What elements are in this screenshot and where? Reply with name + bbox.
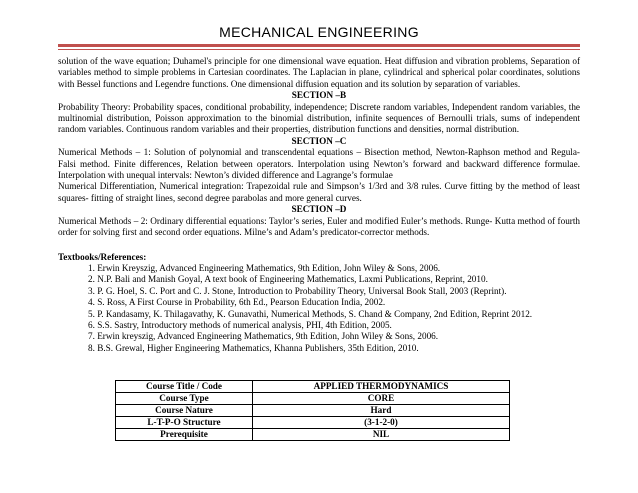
- course-nature-value: Hard: [253, 405, 510, 417]
- table-row: [116, 405, 510, 417]
- reference-item: 3. P. G. Hoel, S. C. Port and C. J. Stone, Introduction to Probability Theory, Universal Book Stall, 2003 (Reprint).: [88, 285, 507, 296]
- prerequisite-label: Prerequisite: [116, 429, 253, 441]
- references-list: [58, 263, 580, 354]
- reference-item: 8. B.S. Grewal, Higher Engineering Mathematics, Khanna Publishers, 35th Edition, 2010.: [88, 342, 419, 353]
- reference-item: 2. N.P. Bali and Manish Goyal, A text book of Engineering Mathematics, Laxmi Publications, Reprint, 2010.: [88, 274, 488, 285]
- section-d-paragraph: Numerical Methods – 2: Ordinary differential equations: Taylor’s series, Euler and modified Euler’s methods. Runge- Kutta method of fourth order for solving first and second order equations. Milne’s and Adam’s predicator-corrector methods.: [58, 215, 580, 238]
- ltpo-structure-label: L-T-P-O Structure: [116, 417, 253, 429]
- reference-item: 1. Erwin Kreyszig, Advanced Engineering Mathematics, 9th Edition, John Wiley & Sons, 2006.: [88, 262, 441, 273]
- course-title-label: Course Title / Code: [116, 381, 253, 393]
- course-nature-label: Course Nature: [116, 405, 253, 417]
- section-d-heading: SECTION –D: [291, 204, 347, 215]
- table-row: [116, 393, 510, 405]
- reference-item: 5. P. Kandasamy, K. Thilagavathy, K. Gunavathi, Numerical Methods, S. Chand & Company, 2nd Edition, Reprint 2012.: [88, 308, 533, 319]
- section-b-heading: SECTION –B: [291, 90, 347, 101]
- prerequisite-value: NIL: [253, 429, 510, 441]
- reference-item: 4. S. Ross, A First Course in Probability, 6th Ed., Pearson Education India, 2002.: [88, 297, 386, 308]
- reference-item: 7. Erwin kreyszig, Advanced Engineering Mathematics, 9th Edition, John Wiley & Sons, 2006.: [88, 331, 439, 342]
- ltpo-structure-value: (3-1-2-0): [253, 417, 510, 429]
- section-c-paragraph-1: Numerical Methods – 1: Solution of polynomial and transcendental equations – Bisection method, Newton-Raphson method and Regula-Falsi method. Finite differences, Relation between operators. Interpolation using Newton’s forward and backward difference formulae. Interpolation with unequal intervals: Newton’s divided difference and Lagrange’s formulae: [58, 147, 580, 181]
- section-c-heading: SECTION –C: [291, 135, 347, 146]
- table-row: [116, 417, 510, 429]
- page-header-title: MECHANICAL ENGINEERING: [219, 24, 419, 40]
- header-rule-thin: [58, 49, 580, 50]
- table-row: [116, 429, 510, 441]
- intro-paragraph: solution of the wave equation; Duhamel's principle for one dimensional wave equation. Heat diffusion and vibration problems, Separation of variables method to simple problems in Cartesian coordinates. The Laplacian in plane, cylindrical and spherical polar coordinates, solutions with Bessel functions and Legendre functions. One dimensional diffusion equation and its solution by separation of variables.: [58, 56, 580, 89]
- reference-item: 6. S.S. Sastry, Introductory methods of numerical analysis, PHI, 4th Edition, 2005.: [88, 319, 392, 330]
- references-title: Textbooks/References:: [58, 251, 147, 262]
- course-type-label: Course Type: [116, 393, 253, 405]
- course-title-value: APPLIED THERMODYNAMICS: [253, 381, 510, 393]
- document-body: [58, 56, 580, 354]
- course-type-value: CORE: [253, 393, 510, 405]
- section-c-paragraph-2: Numerical Differentiation, Numerical integration: Trapezoidal rule and Simpson’s 1/3rd and 3/8 rules. Curve fitting by the method of least squares- fitting of straight lines, second degree parabolas and more general curves.: [58, 181, 580, 203]
- section-b-paragraph: Probability Theory: Probability spaces, conditional probability, independence; Discrete random variables, Independent random variables, the multinomial distribution, Poisson approximation to the binomial distribution, infinite sequences of Bernoulli trials, sums of independent random variables. Continuous random variables and their properties, distribution functions and densities, normal distribution.: [58, 101, 580, 135]
- header-rule-thick: [58, 44, 580, 47]
- table-row: [116, 381, 510, 393]
- course-info-table: [115, 380, 510, 441]
